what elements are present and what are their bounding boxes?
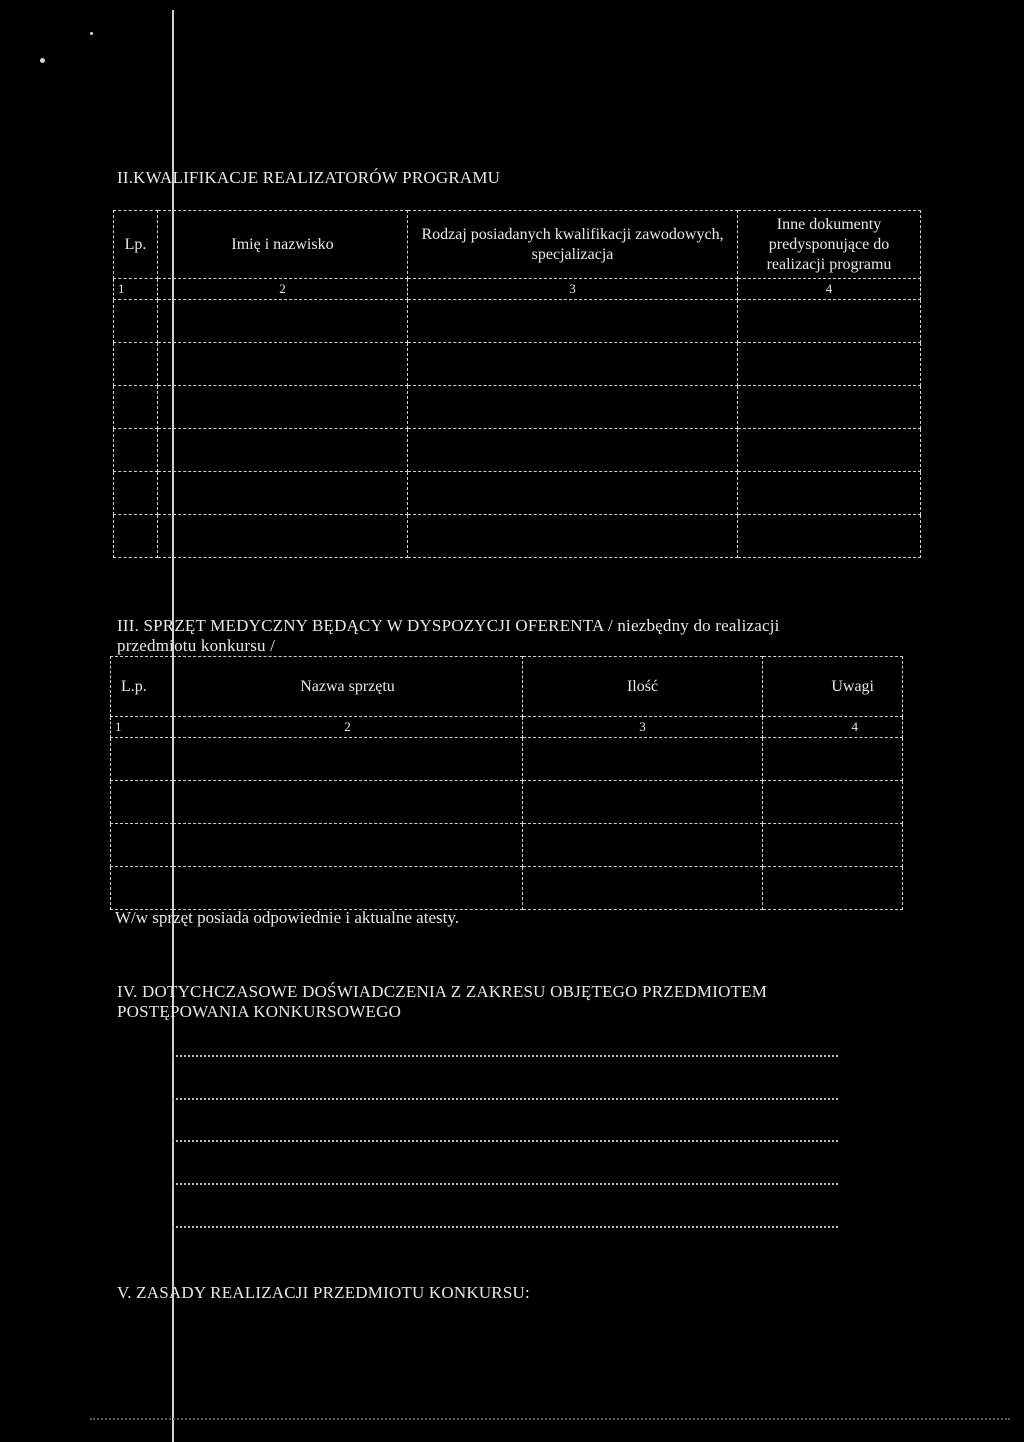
cell-notes[interactable]: [763, 781, 903, 824]
cell-lp[interactable]: [111, 738, 173, 781]
equipment-table: [110, 656, 903, 910]
cell-equipment-name[interactable]: [173, 781, 523, 824]
col-qualifications: Rodzaj posiadanych kwalifikacji zawodowych, specjalizacja: [408, 211, 738, 279]
cell-qualifications[interactable]: [408, 472, 738, 515]
table-header-row: [111, 657, 903, 717]
col-quantity: Ilość: [523, 657, 763, 717]
table-row: [111, 824, 903, 867]
table-row: [114, 386, 921, 429]
cell-name[interactable]: [158, 343, 408, 386]
col-number: 3: [408, 279, 738, 300]
qualifications-table: [113, 210, 921, 558]
scan-speck: [90, 32, 93, 35]
col-lp: Lp.: [114, 211, 158, 279]
col-lp: L.p.: [111, 657, 173, 717]
cell-other-docs[interactable]: [738, 386, 921, 429]
answer-line[interactable]: [172, 1183, 838, 1185]
col-number: 3: [523, 717, 763, 738]
col-name: Imię i nazwisko: [158, 211, 408, 279]
col-notes: Uwagi: [763, 657, 903, 717]
cell-lp[interactable]: [114, 429, 158, 472]
col-equipment-name: Nazwa sprzętu: [173, 657, 523, 717]
cell-lp[interactable]: [114, 472, 158, 515]
table-row: [114, 300, 921, 343]
cell-equipment-name[interactable]: [173, 738, 523, 781]
cell-lp[interactable]: [111, 781, 173, 824]
section4-title-line1: IV. DOTYCHCZASOWE DOŚWIADCZENIA Z ZAKRESU OBJĘTEGO PRZEDMIOTEM: [117, 982, 768, 1001]
cell-quantity[interactable]: [523, 824, 763, 867]
cell-lp[interactable]: [114, 300, 158, 343]
table-row: [111, 781, 903, 824]
cell-name[interactable]: [158, 429, 408, 472]
cell-lp[interactable]: [114, 343, 158, 386]
cell-quantity[interactable]: [523, 738, 763, 781]
section3-title-line1: III. SPRZĘT MEDYCZNY BĘDĄCY W DYSPOZYCJI OFERENTA / niezbędny do realizacji: [117, 616, 780, 635]
cell-other-docs[interactable]: [738, 515, 921, 558]
cell-notes[interactable]: [763, 867, 903, 910]
table-header-row: [114, 211, 921, 279]
section5-title: V. ZASADY REALIZACJI PRZEDMIOTU KONKURSU:: [117, 1283, 530, 1302]
cell-quantity[interactable]: [523, 867, 763, 910]
cell-lp[interactable]: [114, 515, 158, 558]
cell-notes[interactable]: [763, 824, 903, 867]
col-number: 2: [173, 717, 523, 738]
col-number: 2: [158, 279, 408, 300]
answer-line[interactable]: [172, 1140, 838, 1142]
equipment-footnote: W/w sprzęt posiada odpowiednie i aktualne atesty.: [115, 908, 459, 927]
table-row: [114, 429, 921, 472]
cell-notes[interactable]: [763, 738, 903, 781]
scan-speck: [40, 58, 45, 63]
col-number: 1: [114, 279, 158, 300]
answer-line[interactable]: [172, 1055, 838, 1057]
cell-other-docs[interactable]: [738, 343, 921, 386]
cell-qualifications[interactable]: [408, 386, 738, 429]
table-row: [111, 738, 903, 781]
section2-title: II.KWALIFIKACJE REALIZATORÓW PROGRAMU: [117, 168, 501, 187]
cell-lp[interactable]: [111, 867, 173, 910]
cell-name[interactable]: [158, 515, 408, 558]
cell-other-docs[interactable]: [738, 472, 921, 515]
column-number-row: [111, 717, 903, 738]
cell-qualifications[interactable]: [408, 300, 738, 343]
table-row: [114, 515, 921, 558]
section3-title-line2: przedmiotu konkursu /: [117, 636, 276, 655]
cell-equipment-name[interactable]: [173, 824, 523, 867]
col-number: 4: [763, 717, 903, 738]
cell-other-docs[interactable]: [738, 300, 921, 343]
cell-name[interactable]: [158, 300, 408, 343]
table-row: [114, 343, 921, 386]
cell-name[interactable]: [158, 472, 408, 515]
col-number: 1: [111, 717, 173, 738]
cell-lp[interactable]: [111, 824, 173, 867]
answer-line[interactable]: [172, 1226, 838, 1228]
section4-title-line2: POSTĘPOWANIA KONKURSOWEGO: [117, 1002, 402, 1021]
cell-qualifications[interactable]: [408, 429, 738, 472]
scan-bottom-noise: [90, 1418, 1010, 1420]
cell-equipment-name[interactable]: [173, 867, 523, 910]
cell-other-docs[interactable]: [738, 429, 921, 472]
col-other-docs: Inne dokumenty predysponujące do realizacji programu: [738, 211, 921, 279]
table-row: [111, 867, 903, 910]
answer-line[interactable]: [172, 1098, 838, 1100]
cell-quantity[interactable]: [523, 781, 763, 824]
cell-qualifications[interactable]: [408, 515, 738, 558]
col-number: 4: [738, 279, 921, 300]
column-number-row: [114, 279, 921, 300]
cell-name[interactable]: [158, 386, 408, 429]
table-row: [114, 472, 921, 515]
cell-qualifications[interactable]: [408, 343, 738, 386]
cell-lp[interactable]: [114, 386, 158, 429]
